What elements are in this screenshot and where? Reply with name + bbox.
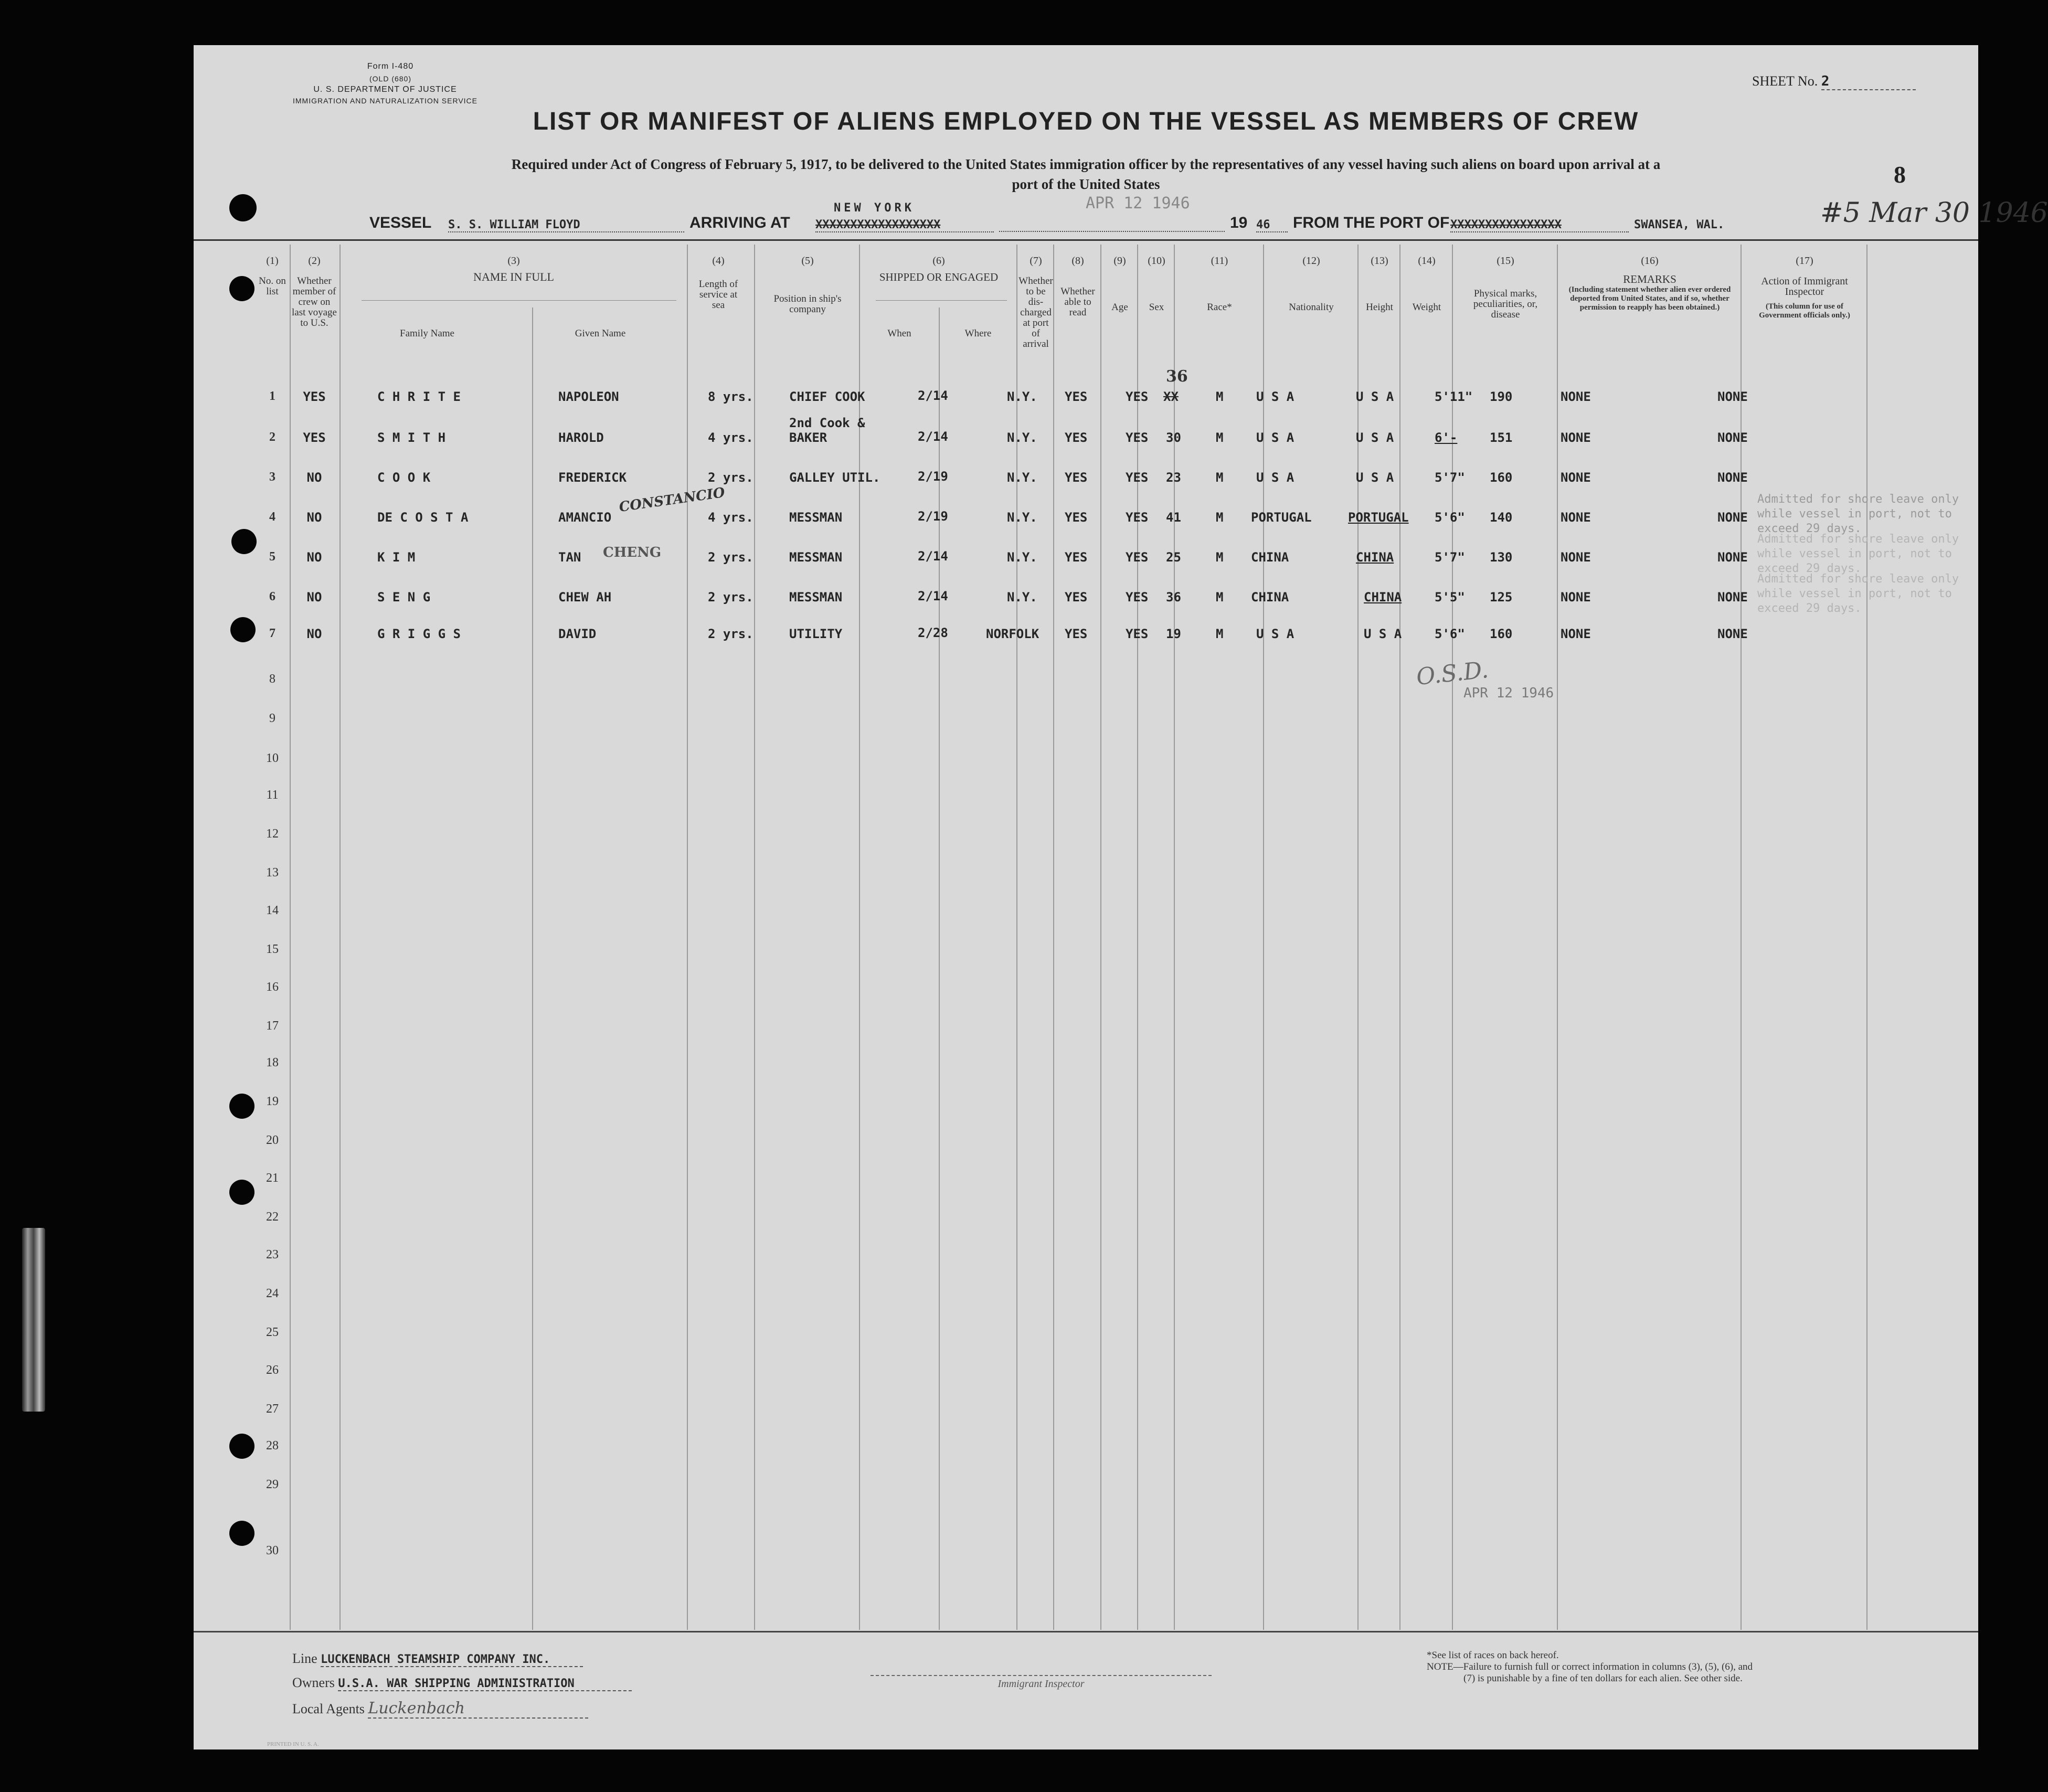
line-value: LUCKENBACH STEAMSHIP COMPANY INC.: [321, 1653, 583, 1667]
arriving-label: ARRIVING AT: [689, 214, 790, 231]
col11-label: Race*: [1207, 302, 1232, 313]
line-number: 12: [266, 827, 279, 841]
shipped-when: 2/28: [918, 625, 948, 640]
col6-label: SHIPPED OR ENGAGED: [879, 271, 999, 283]
position-line2: BAKER: [789, 430, 827, 445]
weight: 160: [1490, 627, 1513, 641]
family-name: S E N G: [377, 590, 431, 605]
nationality: U S A: [1356, 430, 1394, 445]
form-number: Form I-480: [367, 62, 414, 71]
line-number: 21: [266, 1171, 279, 1185]
race: U S A: [1256, 627, 1294, 641]
physical-marks: NONE: [1561, 550, 1591, 565]
age: 30: [1166, 430, 1181, 445]
age-correction: 36: [1166, 367, 1188, 386]
line-number: 29: [266, 1478, 279, 1491]
remarks: NONE: [1717, 590, 1748, 605]
punch-hole: [229, 1434, 254, 1459]
line-number: 16: [266, 980, 279, 994]
inspector-initials: O.S.D.: [1415, 656, 1490, 691]
line-number: 27: [266, 1402, 279, 1416]
race: PORTUGAL: [1251, 510, 1312, 525]
weight: 190: [1490, 389, 1513, 404]
col17-label: Action of Immigrant Inspector: [1761, 275, 1848, 298]
nationality: U S A: [1356, 389, 1394, 404]
age: 36: [1166, 590, 1181, 605]
physical-marks: NONE: [1561, 627, 1591, 641]
position: GALLEY UTIL.: [789, 470, 880, 485]
remarks: NONE: [1717, 550, 1748, 565]
requirement-text-line1: Required under Act of Congress of February 5, 1917, to be delivered to the United States immigration officer by the representatives of any vessel having such aliens on board upon arrival at a: [511, 156, 1661, 172]
shipped-where: N.Y.: [1007, 430, 1037, 445]
vessel-name: S. S. WILLIAM FLOYD: [448, 218, 684, 232]
col8-label: Whether able to read: [1060, 286, 1095, 318]
age-struck: XX: [1163, 389, 1179, 404]
height: 5'11": [1435, 389, 1473, 404]
discharged: YES: [1065, 550, 1088, 565]
service-name: IMMIGRATION AND NATURALIZATION SERVICE: [293, 97, 477, 105]
shipped-where: N.Y.: [1007, 470, 1037, 485]
position: 2nd Cook &: [789, 416, 865, 430]
age: 19: [1166, 627, 1181, 641]
given-name: AMANCIO: [558, 510, 612, 525]
remarks: NONE: [1717, 389, 1748, 404]
remarks: NONE: [1717, 470, 1748, 485]
footnote-warning-line2: (7) is punishable by a fine of ten dollars for each alien. See other side.: [1463, 1673, 1743, 1684]
given-name: FREDERICK: [558, 470, 627, 485]
table-bottom-rule: [194, 1631, 1978, 1632]
given-name: HAROLD: [558, 430, 604, 445]
given-name-handwritten: CONSTANCIO: [618, 485, 726, 515]
line-number: 20: [266, 1133, 279, 1147]
discharged: YES: [1065, 389, 1088, 404]
able-to-read: YES: [1126, 550, 1149, 565]
col7-label: Whether to be dis-charged at port of arrival: [1018, 275, 1053, 349]
table-row: [194, 367, 1978, 423]
col7-number: (7): [1030, 255, 1042, 267]
length-of-service: 8 yrs.: [708, 389, 754, 404]
printed-mark: PRINTED IN U. S. A.: [267, 1741, 319, 1747]
footer-agents: [292, 1699, 588, 1719]
line-number: 17: [266, 1019, 279, 1033]
given-name: NAPOLEON: [558, 389, 619, 404]
line-number: 30: [266, 1544, 279, 1557]
owners-label: Owners: [292, 1675, 335, 1690]
punch-hole: [229, 1094, 254, 1119]
given-name: DAVID: [558, 627, 597, 641]
shipped-when: 2/19: [918, 469, 948, 484]
row-number: 7: [269, 627, 275, 640]
last-voyage: NO: [306, 590, 322, 605]
weight: 151: [1490, 430, 1513, 445]
table-row: [194, 467, 1978, 504]
weight: 125: [1490, 590, 1513, 605]
col16-sublabel: (Including statement whether alien ever ordered deported from United States, and if so, whether permission to reapply has been obtained.): [1568, 285, 1731, 312]
line-number: 14: [266, 904, 279, 917]
col17-number: (17): [1796, 255, 1813, 267]
last-voyage: NO: [306, 510, 322, 525]
inspector-date-stamp: APR 12 1946: [1463, 685, 1554, 701]
sex: M: [1216, 389, 1224, 404]
shipped-when: 2/14: [918, 589, 948, 603]
length-of-service: 2 yrs.: [708, 627, 754, 641]
family-name: K I M: [377, 550, 416, 565]
col16-label: REMARKS: [1623, 273, 1676, 285]
col2-number: (2): [308, 255, 321, 267]
punch-hole: [229, 1180, 254, 1205]
department-name: U. S. DEPARTMENT OF JUSTICE: [313, 85, 457, 94]
position: UTILITY: [789, 627, 843, 641]
footnote-warning-line1: NOTE—Failure to furnish full or correct information in columns (3), (5), (6), and: [1427, 1661, 1753, 1672]
last-voyage: NO: [306, 627, 322, 641]
race: CHINA: [1251, 590, 1289, 605]
shipped-where: N.Y.: [1007, 389, 1037, 404]
crew-rows: [194, 367, 1978, 641]
col5-number: (5): [801, 255, 814, 267]
sex: M: [1216, 627, 1224, 641]
year-prefix: 19: [1230, 214, 1248, 231]
family-name: C O O K: [377, 470, 431, 485]
given-name: CHEW AH: [558, 590, 612, 605]
nationality: CHINA: [1356, 550, 1394, 565]
position: MESSMAN: [789, 590, 843, 605]
col10-label: Sex: [1149, 302, 1164, 313]
height: 5'7": [1435, 470, 1465, 485]
footer-line: [292, 1651, 583, 1667]
remarks: NONE: [1717, 510, 1748, 525]
table-row: [194, 587, 1978, 623]
height: 5'6": [1435, 510, 1465, 525]
col13-number: (13): [1371, 255, 1388, 267]
col15-number: (15): [1497, 255, 1514, 267]
weight: 130: [1490, 550, 1513, 565]
year-value: 46: [1256, 218, 1288, 232]
arriving-struck-value: XXXXXXXXXXXXXXXXXX: [815, 218, 994, 232]
physical-marks: NONE: [1561, 470, 1591, 485]
col6-rule: [876, 300, 1007, 301]
sheet-number: [1752, 73, 1916, 90]
table-row: [194, 623, 1978, 660]
row-number: 5: [269, 550, 275, 564]
length-of-service: 4 yrs.: [708, 430, 754, 445]
line-number: 26: [266, 1363, 279, 1377]
requirement-text-line2: port of the United States: [1012, 176, 1160, 192]
remarks: NONE: [1717, 627, 1748, 641]
header-rule: [194, 239, 1978, 241]
line-number: 18: [266, 1056, 279, 1069]
action-note-row4: Admitted for shore leave only while vessel in port, not to exceed 29 days.: [1757, 493, 1959, 535]
physical-marks: NONE: [1561, 389, 1591, 404]
col8-number: (8): [1071, 255, 1084, 267]
punch-hole: [229, 276, 254, 301]
col15-label: Physical marks, peculiarities, or, disease: [1473, 288, 1538, 320]
agents-value: Luckenbach: [368, 1699, 588, 1719]
last-voyage: NO: [306, 470, 322, 485]
length-of-service: 2 yrs.: [708, 590, 754, 605]
able-to-read: YES: [1126, 510, 1149, 525]
col14-number: (14): [1418, 255, 1436, 267]
col4-label: Length of service at sea: [698, 279, 738, 311]
col11-number: (11): [1211, 255, 1228, 267]
table-row: [194, 416, 1978, 464]
col4-number: (4): [712, 255, 725, 267]
col3-given-label: Given Name: [575, 328, 626, 339]
punch-hole: [230, 617, 256, 642]
race: U S A: [1256, 389, 1294, 404]
position: MESSMAN: [789, 510, 843, 525]
height: 5'5": [1435, 590, 1465, 605]
able-to-read: YES: [1126, 590, 1149, 605]
arrival-date-stamp: APR 12 1946: [1086, 194, 1190, 213]
row-number: 2: [269, 430, 275, 444]
line-number: 11: [266, 788, 279, 802]
weight: 160: [1490, 470, 1513, 485]
col13-label: Height: [1366, 302, 1393, 313]
family-name: DE C O S T A: [377, 510, 469, 525]
col1-label: No. on list: [259, 275, 286, 297]
col10-number: (10): [1148, 255, 1165, 267]
agents-label: Local Agents: [292, 1701, 365, 1716]
col3-label: NAME IN FULL: [473, 270, 554, 283]
line-number: 23: [266, 1248, 279, 1261]
shipped-where: N.Y.: [1007, 590, 1037, 605]
owners-value: U.S.A. WAR SHIPPING ADMINISTRATION: [338, 1677, 632, 1691]
length-of-service: 2 yrs.: [708, 550, 754, 565]
race: U S A: [1256, 430, 1294, 445]
from-port-label: FROM THE PORT OF: [1293, 214, 1450, 231]
col3-number: (3): [507, 255, 520, 267]
line-number: 25: [266, 1326, 279, 1339]
col12-number: (12): [1302, 255, 1320, 267]
col6-when-label: When: [887, 328, 911, 339]
page-mark: 8: [1894, 161, 1906, 188]
nationality: PORTUGAL: [1348, 510, 1409, 525]
action-note-row5: Admitted for shore leave only while vessel in port, not to exceed 29 days.: [1757, 533, 1959, 575]
given-name: TAN: [558, 550, 581, 565]
sex: M: [1216, 550, 1224, 565]
col6-where-label: Where: [964, 328, 992, 339]
height: 6'-: [1435, 430, 1458, 445]
row-number: 4: [269, 510, 275, 524]
col6-number: (6): [932, 255, 945, 267]
handwritten-date: #5 Mar 30 1946: [1820, 197, 2048, 229]
nationality: CHINA: [1364, 590, 1402, 605]
col2-label: Whether member of crew on last voyage to U.S.: [291, 275, 337, 328]
shipped-where: N.Y.: [1007, 510, 1037, 525]
manifest-sheet: [194, 45, 2048, 1749]
sex: M: [1216, 510, 1224, 525]
col14-label: Weight: [1412, 302, 1441, 313]
remarks: NONE: [1717, 430, 1748, 445]
position: CHIEF COOK: [789, 389, 865, 404]
age: 25: [1166, 550, 1181, 565]
discharged: YES: [1065, 627, 1088, 641]
table-row: [194, 547, 1978, 584]
weight: 140: [1490, 510, 1513, 525]
col17-sublabel: (This column for use of Government officials only.): [1759, 302, 1850, 320]
row-number: 3: [269, 470, 275, 484]
col5-label: Position in ship's company: [773, 293, 842, 315]
punch-hole: [231, 529, 257, 554]
race: U S A: [1256, 470, 1294, 485]
discharged: YES: [1065, 470, 1088, 485]
able-to-read: YES: [1126, 389, 1149, 404]
line-number: 15: [266, 942, 279, 956]
able-to-read: YES: [1126, 470, 1149, 485]
length-of-service: 2 yrs.: [708, 470, 754, 485]
line-number: 28: [266, 1439, 279, 1452]
family-name: C H R I T E: [377, 389, 461, 404]
inspector-signature-label: Immigrant Inspector: [998, 1678, 1085, 1690]
last-voyage: YES: [303, 430, 326, 445]
col16-number: (16): [1641, 255, 1659, 267]
physical-marks: NONE: [1561, 430, 1591, 445]
line-number: 24: [266, 1287, 279, 1300]
last-voyage: YES: [303, 389, 326, 404]
shipped-when: 2/14: [918, 549, 948, 564]
manifest-title: LIST OR MANIFEST OF ALIENS EMPLOYED ON THE VESSEL AS MEMBERS OF CREW: [533, 108, 1639, 135]
discharged: YES: [1065, 430, 1088, 445]
last-voyage: NO: [306, 550, 322, 565]
position: MESSMAN: [789, 550, 843, 565]
line-label: Line: [292, 1651, 317, 1666]
shipped-when: 2/19: [918, 509, 948, 524]
height: 5'7": [1435, 550, 1465, 565]
age: 23: [1166, 470, 1181, 485]
shipped-when: 2/14: [918, 388, 948, 403]
action-note-row6: Admitted for shore leave only while vessel in port, not to exceed 29 days.: [1757, 572, 1959, 615]
col1-number: (1): [266, 255, 279, 267]
sheet-value: 2: [1821, 73, 1916, 90]
discharged: YES: [1065, 590, 1088, 605]
col9-label: Age: [1111, 302, 1128, 313]
form-old-number: (OLD (680): [369, 75, 412, 83]
shipped-where: N.Y.: [1007, 550, 1037, 565]
punch-hole: [229, 1521, 254, 1546]
age: 41: [1166, 510, 1181, 525]
family-name: S M I T H: [377, 430, 446, 445]
physical-marks: NONE: [1561, 510, 1591, 525]
line-number: 9: [269, 712, 275, 725]
line-number: 10: [266, 751, 279, 765]
physical-marks: NONE: [1561, 590, 1591, 605]
shipped-when: 2/14: [918, 429, 948, 444]
table-row: [194, 485, 1978, 544]
vessel-line: [369, 214, 1912, 237]
row-number: 6: [269, 590, 275, 603]
footer-owners: [292, 1675, 632, 1691]
sheet-label: SHEET No.: [1752, 73, 1818, 89]
line-number: 13: [266, 866, 279, 879]
col3-family-label: Family Name: [400, 328, 454, 339]
from-port-value: SWANSEA, WAL.: [1634, 218, 1725, 231]
sex: M: [1216, 590, 1224, 605]
sex: M: [1216, 430, 1224, 445]
from-port-struck: XXXXXXXXXXXXXXXX: [1450, 218, 1629, 232]
length-of-service: 4 yrs.: [708, 510, 754, 525]
given-name-handwritten: CHENG: [603, 545, 662, 560]
nationality: U S A: [1364, 627, 1402, 641]
discharged: YES: [1065, 510, 1088, 525]
footnote-races: *See list of races on back hereof.: [1427, 1650, 1559, 1661]
nationality: U S A: [1356, 470, 1394, 485]
shipped-where: NORFOLK: [986, 627, 1039, 641]
line-number: 19: [266, 1095, 279, 1108]
col3-rule: [362, 300, 676, 301]
scan-artifact: [22, 1228, 45, 1412]
line-number: 22: [266, 1210, 279, 1224]
col12-label: Nationality: [1289, 302, 1334, 313]
family-name: G R I G G S: [377, 627, 461, 641]
sex: M: [1216, 470, 1224, 485]
vessel-label: VESSEL: [369, 214, 432, 231]
able-to-read: YES: [1126, 627, 1149, 641]
arriving-port-typed: NEW YORK: [834, 202, 915, 215]
punch-hole: [229, 194, 257, 221]
height: 5'6": [1435, 627, 1465, 641]
arriving-blank: [999, 218, 1225, 232]
race: CHINA: [1251, 550, 1289, 565]
inspector-signature-line: [871, 1675, 1212, 1676]
col9-number: (9): [1113, 255, 1126, 267]
row-number: 1: [269, 389, 275, 403]
able-to-read: YES: [1126, 430, 1149, 445]
line-number: 8: [269, 672, 275, 686]
